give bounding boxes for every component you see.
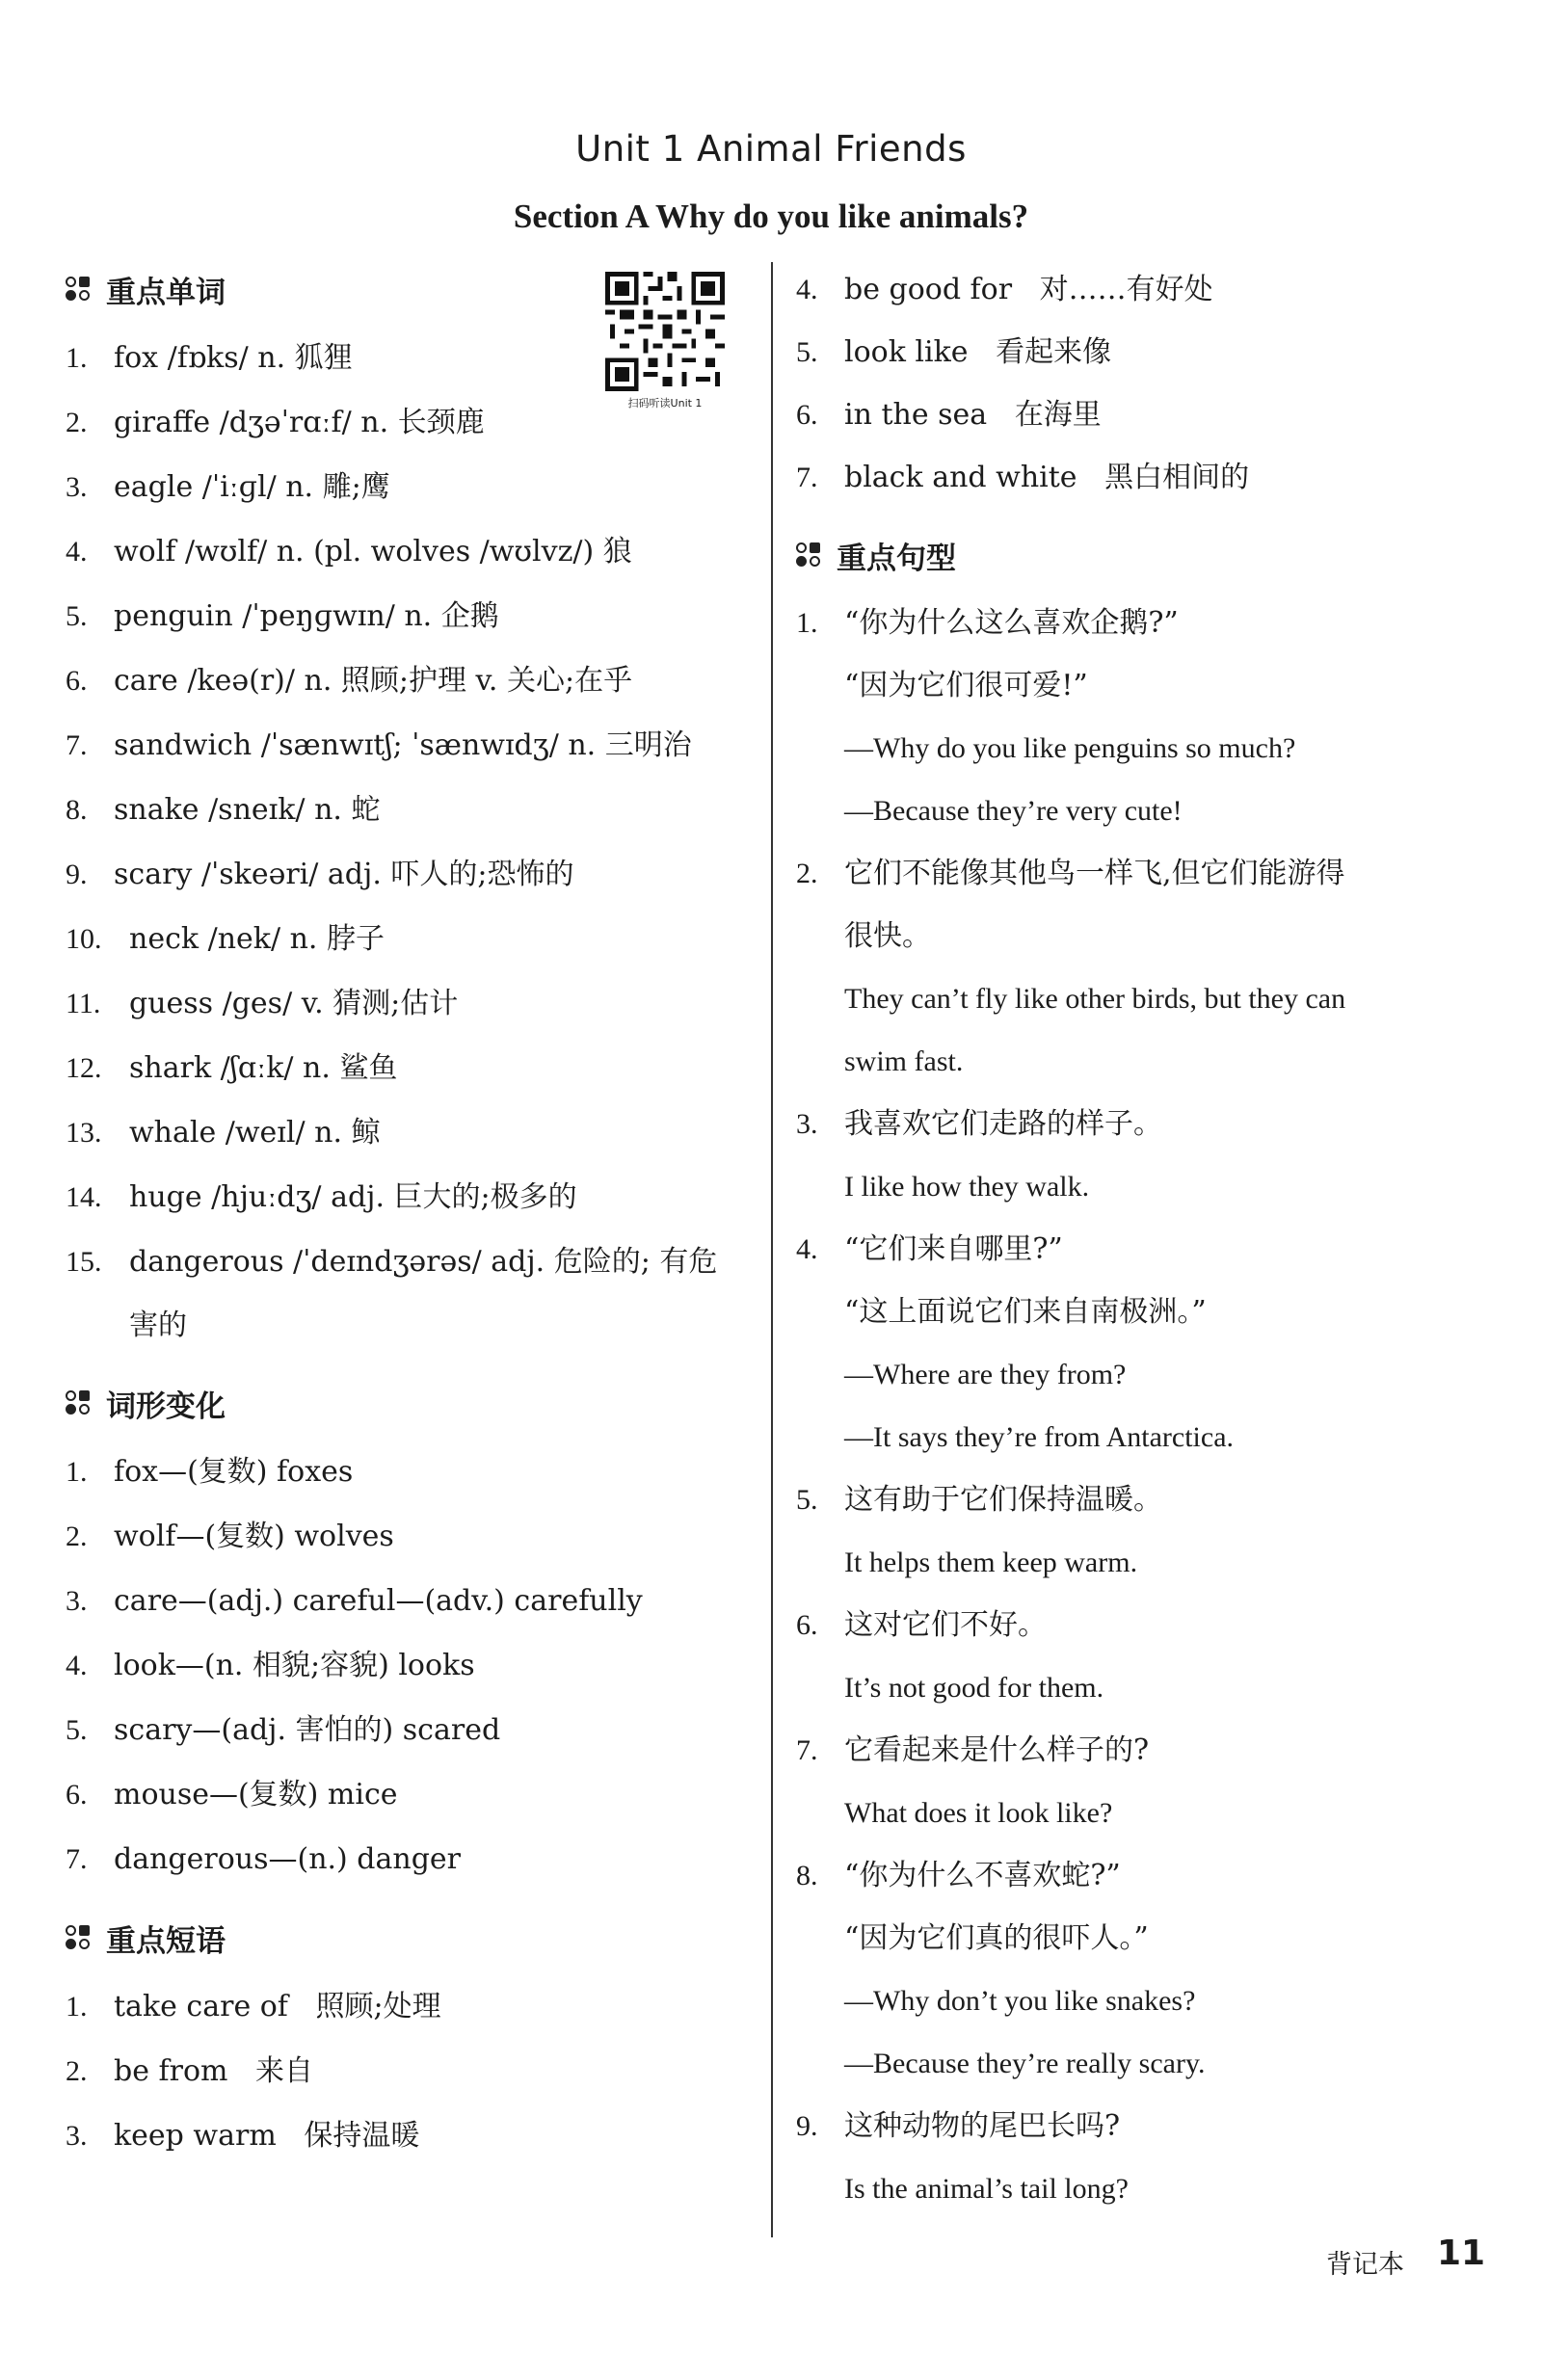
sentence-item (796, 1218, 1490, 1281)
sentence-line: Is the animal’s tail long? (844, 2173, 1129, 2205)
word-text: dangerous /ˈdeɪndʒərəs/ adj. 危险的; 有危 (129, 1245, 718, 1279)
item-number: 6. (796, 1609, 818, 1641)
phrases-heading (66, 1911, 740, 1965)
word-text: fox /fɒks/ n. 狐狸 (114, 341, 353, 375)
word-text: penguin /ˈpeŋɡwɪn/ n. 企鹅 (114, 599, 499, 633)
item-number: 3. (66, 1585, 88, 1617)
item-number: 3. (796, 1108, 818, 1140)
sentence-line: I like how they walk. (844, 1171, 1090, 1203)
word-text: snake /sneɪk/ n. 蛇 (114, 793, 381, 827)
item-number: 13. (66, 1117, 102, 1149)
word-text: guess /ges/ v. 猜测;估计 (129, 987, 459, 1020)
item-number: 1. (66, 1456, 88, 1488)
forms-heading-label: 词形变化 (106, 1388, 226, 1424)
sentence-line: “因为它们真的很吓人。” (844, 1921, 1149, 1955)
footer-label: 背记本 (1326, 2250, 1404, 2280)
sentence-line: 它们不能像其他鸟一样飞,但它们能游得 (844, 857, 1345, 890)
phrase-text: look like 看起来像 (844, 335, 1112, 369)
word-item (66, 648, 740, 713)
sentence-item (796, 1594, 1490, 1656)
form-item (66, 1440, 740, 1504)
word-text: whale /weɪl/ n. 鲸 (129, 1116, 381, 1150)
unit-title: Unit 1 Animal Friends (575, 128, 967, 170)
word-item (66, 390, 740, 455)
item-number: 2. (66, 2055, 88, 2087)
sentence-line: “它们来自哪里?” (844, 1232, 1063, 1266)
item-number: 7. (66, 1843, 88, 1875)
item-number: 8. (66, 794, 88, 826)
form-item (66, 1504, 740, 1569)
item-number: 4. (796, 274, 818, 305)
item-number: 1. (796, 607, 818, 639)
word-text: shark /ʃɑːk/ n. 鲨鱼 (129, 1051, 398, 1085)
qr-caption: 扫码听读Unit 1 (627, 397, 703, 410)
form-item (66, 1569, 740, 1633)
phrase-item (66, 2039, 740, 2103)
page-number: 11 (1437, 2234, 1486, 2273)
word-item (66, 1100, 740, 1165)
item-number: 6. (66, 1779, 88, 1811)
word-item (66, 584, 740, 648)
item-number: 8. (796, 1860, 818, 1891)
item-number: 3. (66, 2120, 88, 2152)
sentence-line: 这有助于它们保持温暖。 (844, 1483, 1162, 1517)
item-number: 6. (66, 665, 88, 697)
item-number: 5. (66, 600, 88, 632)
sentence-line: “你为什么不喜欢蛇?” (844, 1859, 1121, 1892)
sentence-line: —Because they’re very cute! (844, 795, 1183, 827)
item-number: 7. (796, 1734, 818, 1766)
clover-icon (66, 1925, 91, 1950)
forms-heading (66, 1376, 740, 1430)
word-continuation: 害的 (129, 1309, 187, 1342)
sentence-line: —Why don’t you like snakes? (844, 1985, 1196, 2017)
sentence-item (796, 1719, 1490, 1782)
form-item (66, 1762, 740, 1827)
item-number: 2. (66, 1521, 88, 1552)
form-text: wolf—(复数) wolves (114, 1520, 394, 1553)
item-number: 1. (66, 342, 88, 374)
sentences-heading-label: 重点句型 (837, 541, 956, 576)
word-text: eagle /ˈiːɡl/ n. 雕;鹰 (114, 470, 390, 504)
sentences-heading (796, 528, 1490, 582)
sentence-line: What does it look like? (844, 1797, 1113, 1829)
sentence-line: 很快。 (844, 919, 931, 953)
word-text: care /keə(r)/ n. 照顾;护理 v. 关心;在乎 (114, 664, 633, 698)
clover-icon (66, 1390, 91, 1415)
section-title: Section A Why do you like animals? (513, 198, 1029, 235)
sentence-line: “因为它们很可爱!” (844, 669, 1088, 702)
sentence-line: 这对它们不好。 (844, 1608, 1047, 1642)
form-item (66, 1698, 740, 1762)
sentence-item (796, 1093, 1490, 1155)
phrase-text: in the sea 在海里 (844, 398, 1102, 432)
form-text: dangerous—(n.) danger (114, 1842, 461, 1876)
phrases-heading-label: 重点短语 (106, 1923, 226, 1959)
word-item (66, 907, 740, 971)
form-text: scary—(adj. 害怕的) scared (114, 1713, 501, 1747)
form-text: care—(adj.) careful—(adv.) carefully (114, 1584, 643, 1618)
item-number: 5. (66, 1714, 88, 1746)
item-number: 2. (66, 407, 88, 438)
sentence-line: —It says they’re from Antarctica. (844, 1421, 1235, 1453)
phrase-text: be from 来自 (114, 2054, 314, 2088)
phrase-item (66, 2103, 740, 2168)
phrase-text: be good for 对……有好处 (844, 273, 1213, 306)
word-item (66, 455, 740, 519)
form-text: fox—(复数) foxes (114, 1455, 354, 1489)
item-number: 7. (796, 462, 818, 493)
form-item (66, 1827, 740, 1891)
item-number: 9. (66, 859, 88, 890)
word-item (66, 519, 740, 584)
sentence-line: 它看起来是什么样子的? (844, 1733, 1150, 1767)
word-text: scary /ˈskeəri/ adj. 吓人的;恐怖的 (114, 858, 574, 891)
sentence-line: swim fast. (844, 1045, 964, 1077)
word-item (66, 842, 740, 907)
sentence-line: It’s not good for them. (844, 1672, 1104, 1704)
form-item (66, 1633, 740, 1698)
phrase-text: keep warm 保持温暖 (114, 2119, 420, 2153)
sentence-line: “这上面说它们来自南极洲。” (844, 1295, 1207, 1329)
sentence-line: —Where are they from? (844, 1359, 1127, 1390)
item-number: 10. (66, 923, 102, 955)
word-item (66, 1230, 740, 1294)
words-heading-label: 重点单词 (106, 275, 226, 310)
phrase-item (66, 1974, 740, 2039)
item-number: 6. (796, 399, 818, 431)
word-item (66, 971, 740, 1036)
phrase-text: black and white 黑白相间的 (844, 461, 1250, 494)
word-item (66, 326, 740, 390)
word-text: neck /nek/ n. 脖子 (129, 922, 385, 956)
word-item (66, 713, 740, 778)
sentence-line: 我喜欢它们走路的样子。 (844, 1107, 1162, 1141)
item-number: 12. (66, 1052, 102, 1084)
item-number: 3. (66, 471, 88, 503)
word-item (66, 778, 740, 842)
sentence-item (796, 592, 1490, 654)
sentence-line: —Why do you like penguins so much? (844, 732, 1296, 764)
phrase-item (796, 383, 1490, 446)
word-text: wolf /wʊlf/ n. (pl. wolves /wʊlvz/) 狼 (114, 535, 632, 569)
sentence-line: It helps them keep warm. (844, 1547, 1138, 1578)
word-item (66, 1036, 740, 1100)
words-heading (66, 262, 740, 316)
sentence-line: —Because they’re really scary. (844, 2048, 1206, 2079)
item-number: 14. (66, 1181, 102, 1213)
item-number: 9. (796, 2110, 818, 2142)
item-number: 7. (66, 729, 88, 761)
sentence-item (796, 1844, 1490, 1907)
item-number: 4. (66, 1650, 88, 1681)
form-text: mouse—(复数) mice (114, 1778, 398, 1811)
phrase-text: take care of 照顾;处理 (114, 1990, 441, 2023)
sentence-item (796, 2095, 1490, 2157)
item-number: 15. (66, 1246, 102, 1278)
item-number: 4. (796, 1233, 818, 1265)
clover-icon (796, 542, 821, 568)
right-column (796, 258, 1490, 2220)
word-text: huge /hjuːdʒ/ adj. 巨大的;极多的 (129, 1180, 577, 1214)
phrase-item (796, 258, 1490, 321)
sentence-item (796, 842, 1490, 905)
phrase-item (796, 321, 1490, 383)
sentence-item (796, 1468, 1490, 1531)
phrase-item (796, 446, 1490, 509)
form-text: look—(n. 相貌;容貌) looks (114, 1649, 475, 1682)
item-number: 1. (66, 1991, 88, 2023)
word-text: giraffe /dʒəˈrɑːf/ n. 长颈鹿 (114, 406, 485, 439)
sentence-line: They can’t fly like other birds, but they can (844, 983, 1346, 1015)
left-column (66, 262, 740, 2168)
sentence-line: “你为什么这么喜欢企鹅?” (844, 606, 1179, 640)
clover-icon (66, 277, 91, 302)
sentence-line: 这种动物的尾巴长吗? (844, 2109, 1121, 2143)
word-text: sandwich /ˈsænwɪtʃ; ˈsænwɪdʒ/ n. 三明治 (114, 728, 692, 762)
word-item (66, 1165, 740, 1230)
column-divider (771, 262, 773, 2237)
item-number: 11. (66, 988, 101, 1019)
item-number: 5. (796, 1484, 818, 1516)
item-number: 5. (796, 336, 818, 368)
item-number: 2. (796, 858, 818, 889)
item-number: 4. (66, 536, 88, 568)
